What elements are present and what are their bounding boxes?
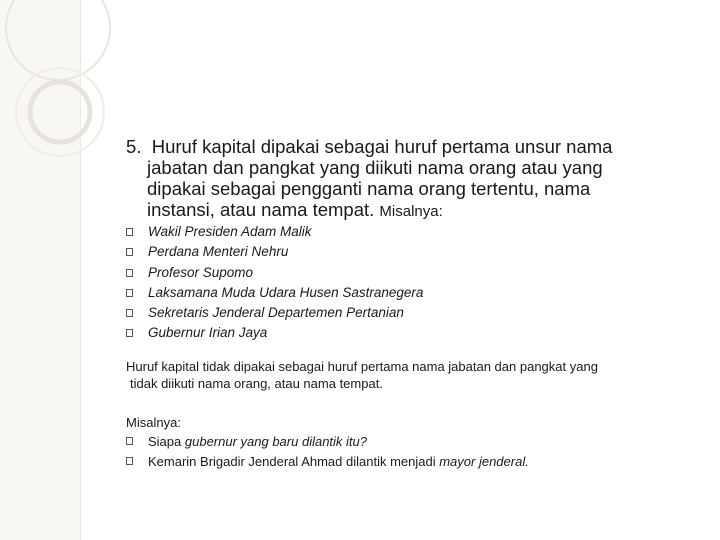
- checkbox-bullet-icon: [126, 309, 133, 317]
- list-item-text: Wakil Presiden Adam Malik: [148, 224, 312, 239]
- example-list-2: [126, 432, 696, 472]
- list-item-text: Profesor Supomo: [148, 264, 254, 280]
- rule-heading: [126, 136, 696, 222]
- list-item: [126, 432, 696, 452]
- heading-text-4: instansi, atau nama tempat.: [147, 199, 375, 220]
- rule-number: 5.: [126, 136, 142, 157]
- example-section: [126, 413, 696, 473]
- list-item: [126, 323, 696, 343]
- example-label: Misalnya:: [126, 414, 181, 430]
- slide-content: [126, 136, 696, 472]
- heading-line-4: [126, 199, 696, 222]
- exception-paragraph: [126, 358, 696, 392]
- heading-line-2: jabatan dan pangkat yang diikuti nama orang atau yang: [147, 157, 603, 178]
- heading-example-label: Misalnya:: [379, 203, 443, 220]
- list-item: [126, 452, 696, 472]
- heading-line-3: dipakai sebagai pengganti nama orang tertentu, nama: [147, 178, 591, 199]
- paragraph-line-2: tidak diikuti nama orang, atau nama tempat.: [130, 375, 383, 391]
- checkbox-bullet-icon: [126, 248, 133, 256]
- checkbox-bullet-icon: [126, 437, 133, 445]
- heading-line-1: [126, 136, 696, 157]
- list-item: [126, 222, 696, 242]
- checkbox-bullet-icon: [126, 228, 133, 236]
- checkbox-bullet-icon: [126, 289, 133, 297]
- paragraph-line-1: Huruf kapital tidak dipakai sebagai huruf pertama nama jabatan dan pangkat yang: [126, 358, 598, 374]
- example-text-normal: Siapa: [148, 434, 185, 450]
- list-item: [126, 242, 696, 262]
- checkbox-bullet-icon: [126, 457, 133, 465]
- list-item-text: Gubernur Irian Jaya: [148, 325, 268, 341]
- list-item: [126, 263, 696, 283]
- example-list-1: [126, 222, 696, 344]
- list-item-text: Sekretaris Jenderal Departemen Pertanian: [148, 305, 404, 321]
- list-item: [126, 303, 696, 323]
- example-text-normal: Kemarin Brigadir Jenderal Ahmad dilantik menjadi: [148, 454, 440, 470]
- heading-text-1: Huruf kapital dipakai sebagai huruf pertama unsur nama: [151, 136, 613, 157]
- list-item-text: Perdana Menteri Nehru: [148, 244, 289, 260]
- checkbox-bullet-icon: [126, 269, 133, 277]
- example-text-italic: mayor jenderal.: [439, 454, 529, 470]
- list-item-text: Laksamana Muda Udara Husen Sastranegera: [148, 284, 424, 300]
- list-item: [126, 283, 696, 303]
- checkbox-bullet-icon: [126, 329, 133, 337]
- example-text-italic: gubernur yang baru dilantik itu?: [184, 434, 367, 450]
